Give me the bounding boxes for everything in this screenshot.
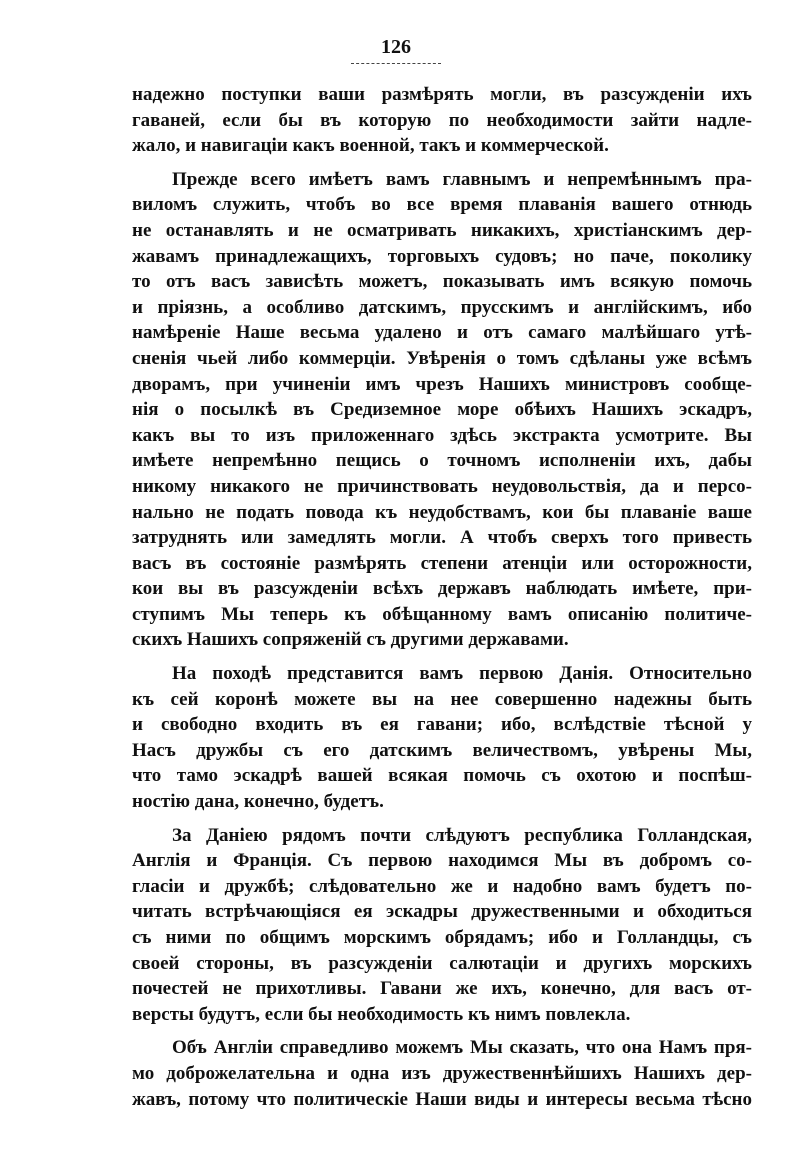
text-line: дворамъ, при учиненіи имъ чрезъ Нашихъ министровъ сообще-	[132, 373, 752, 395]
page-number-text: 126	[381, 36, 411, 58]
text-line: читать встрѣчающіяся ея эскадры дружественными и обходиться	[132, 901, 752, 923]
text-line: къ сей коронѣ можете вы на нее совершенно надежны быть	[132, 688, 752, 710]
text-line: не останавлять и не осматривать никакихъ, христіанскимъ дер-	[132, 219, 752, 241]
text-line: имѣете непремѣнно пещись о точномъ исполненіи ихъ, дабы	[132, 450, 752, 472]
paragraph	[132, 82, 752, 159]
text-line: что тамо эскадрѣ вашей всякая помочь съ охотою и поспѣш-	[132, 765, 752, 787]
text-line: мо доброжелательна и одна изъ дружественнѣйшихъ Нашихъ дер-	[132, 1062, 752, 1084]
text-line: никому никакого не причинствовать неудовольствія, да и персо-	[132, 475, 752, 497]
text-line: скихъ Нашихъ сопряженій съ другими державами.	[132, 629, 569, 651]
text-line: нія о посылкѣ въ Средиземное море обѣихъ Нашихъ эскадръ,	[132, 399, 752, 421]
text-line: какъ вы то изъ приложеннаго здѣсь экстракта усмотрите. Вы	[132, 424, 752, 446]
text-line: виломъ служить, чтобъ во все время плаванія вашего отнюдь	[132, 194, 752, 216]
text-line: затруднять или замедлять могли. А чтобъ сверхъ того привесть	[132, 527, 752, 549]
page-number	[0, 36, 792, 64]
text-line: и пріязнь, а особливо датскимъ, прусскимъ и англійскимъ, ибо	[132, 296, 752, 318]
text-body	[132, 82, 752, 1112]
text-line: Прежде всего имѣетъ вамъ главнымъ и непремѣннымъ пра-	[172, 168, 752, 190]
text-line: нально не подать повода къ неудобствамъ, кои бы плаваніе ваше	[132, 501, 752, 523]
paragraph	[132, 167, 752, 653]
text-line: гласіи и дружбѣ; слѣдовательно же и надобно вамъ будетъ по-	[132, 875, 752, 897]
text-line: надежно поступки ваши размѣрять могли, въ разсужденіи ихъ	[132, 84, 752, 105]
text-line: Насъ дружбы съ его датскимъ величествомъ, увѣрены Мы,	[132, 739, 752, 761]
text-line: своей стороны, въ разсужденіи салютаціи и другихъ морскихъ	[132, 952, 752, 974]
text-line: сненія чьей либо коммерціи. Увѣренія о томъ сдѣланы уже всѣмъ	[132, 347, 752, 369]
text-line: жало, и навигаціи какъ военной, такъ и коммерческой.	[132, 135, 609, 157]
paragraph	[132, 823, 752, 1028]
text-line: намѣреніе Наше весьма удалено и отъ самаго малѣйшаго утѣ-	[132, 322, 752, 344]
text-line: жавъ, потому что политическіе Наши виды и интересы весьма тѣсно	[132, 1088, 752, 1110]
paragraph	[132, 1035, 752, 1112]
text-line: и свободно входить въ ея гавани; ибо, вслѣдствіе тѣсной у	[132, 714, 752, 736]
text-line: Объ Англіи справедливо можемъ Мы сказать, что она Намъ пря-	[172, 1037, 752, 1059]
text-line: съ ними по общимъ морскимъ обрядамъ; ибо и Голландцы, съ	[132, 927, 752, 948]
text-line: ностію дана, конечно, будетъ.	[132, 791, 384, 813]
text-line: почестей не прихотливы. Гавани же ихъ, конечно, для васъ от-	[132, 978, 752, 1000]
page-number-rule	[351, 63, 441, 64]
text-line: версты будутъ, если бы необходимость къ нимъ повлекла.	[132, 1003, 631, 1025]
text-line: васъ въ состояніе размѣрять степени атенціи или осторожности,	[132, 552, 752, 574]
text-line: жавамъ принадлежащихъ, торговыхъ судовъ; но паче, поколику	[132, 245, 752, 267]
text-line: гаваней, если бы въ которую по необходимости зайти надле-	[132, 109, 752, 131]
text-line: За Даніею рядомъ почти слѣдуютъ республика Голландская,	[172, 824, 752, 846]
text-line: Англія и Франція. Съ первою находимся Мы въ добромъ со-	[132, 850, 752, 872]
text-line: На походѣ представится вамъ первою Данія. Относительно	[172, 663, 752, 685]
text-line: ступимъ Мы теперь къ обѣщанному вамъ описанію политиче-	[132, 603, 752, 625]
text-line: то отъ васъ зависѣть можетъ, показывать имъ всякую помочь	[132, 271, 752, 293]
text-line: кои вы въ разсужденіи всѣхъ державъ наблюдать имѣете, при-	[132, 578, 752, 600]
paragraph	[132, 661, 752, 815]
